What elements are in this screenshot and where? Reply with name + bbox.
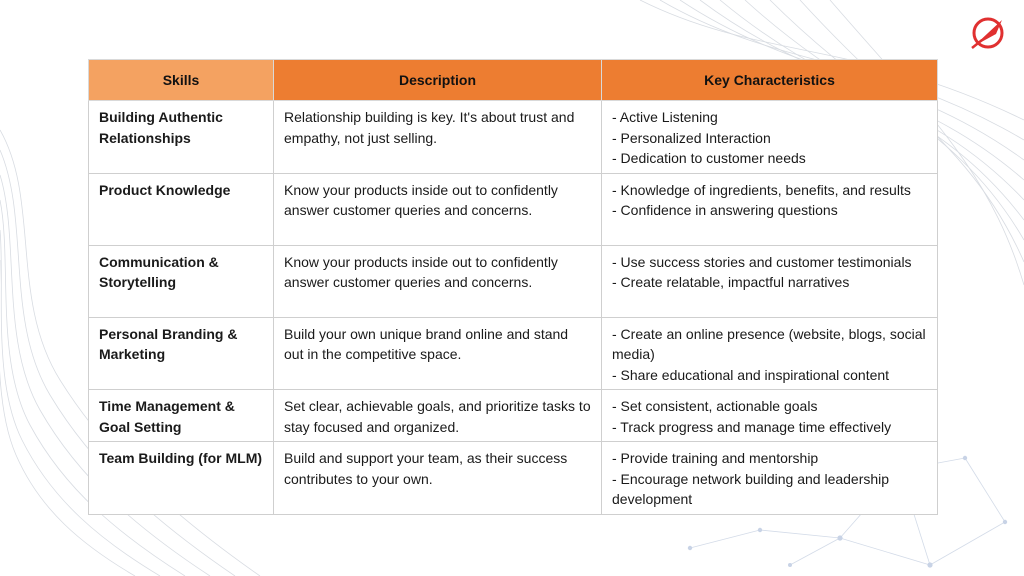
characteristic-item: - Set consistent, actionable goals — [612, 398, 818, 414]
table-row — [89, 390, 938, 442]
characteristics-cell — [602, 317, 938, 390]
characteristic-item: - Create relatable, impactful narratives — [612, 274, 850, 290]
skill-cell: Building Authentic Relationships — [89, 101, 274, 174]
characteristic-item: - Personalized Interaction — [612, 129, 771, 146]
skill-cell: Personal Branding & Marketing — [89, 317, 274, 390]
skills-table — [88, 59, 938, 515]
characteristics-cell — [602, 245, 938, 317]
rocket-emblem-icon — [968, 14, 1008, 52]
skill-cell: Team Building (for MLM) — [89, 442, 274, 515]
description-cell: Know your products inside out to confidently answer customer queries and concerns. — [274, 173, 602, 245]
header-key-characteristics: Key Characteristics — [602, 60, 938, 101]
description-cell: Build your own unique brand online and stand out in the competitive space. — [274, 317, 602, 390]
table-row — [89, 101, 938, 174]
table-row — [89, 173, 938, 245]
description-cell: Build and support your team, as their success contributes to your own. — [274, 442, 602, 515]
header-description: Description — [274, 60, 602, 101]
description-cell: Know your products inside out to confidently answer customer queries and concerns. — [274, 245, 602, 317]
description-cell: Set clear, achievable goals, and prioritize tasks to stay focused and organized. — [274, 390, 602, 442]
characteristic-item: - Confidence in answering questions — [612, 202, 838, 218]
table-row — [89, 245, 938, 317]
characteristics-cell — [602, 101, 938, 174]
skill-cell: Time Management & Goal Setting — [89, 390, 274, 442]
characteristic-item: - Provide training and mentorship — [612, 450, 819, 466]
skill-cell: Communication & Storytelling — [89, 245, 274, 317]
characteristics-cell — [602, 390, 938, 442]
characteristic-item: - Track progress and manage time effectively — [612, 418, 892, 435]
characteristic-item: - Create an online presence (website, blogs, social media) — [612, 325, 926, 362]
characteristic-item: - Encourage network building and leadership development — [612, 470, 890, 507]
characteristics-cell — [602, 173, 938, 245]
table-row — [89, 317, 938, 390]
description-cell: Relationship building is key. It's about trust and empathy, not just selling. — [274, 101, 602, 174]
characteristic-item: - Dedication to customer needs — [612, 150, 806, 166]
table-row — [89, 442, 938, 515]
characteristic-item: - Use success stories and customer testimonials — [612, 253, 912, 270]
characteristic-item: - Active Listening — [612, 109, 718, 125]
header-skills: Skills — [89, 60, 274, 101]
characteristic-item: - Share educational and inspirational content — [612, 366, 890, 383]
characteristics-cell — [602, 442, 938, 515]
skill-cell: Product Knowledge — [89, 173, 274, 245]
characteristic-item: - Knowledge of ingredients, benefits, and results — [612, 181, 911, 198]
table-header-row — [89, 60, 938, 101]
